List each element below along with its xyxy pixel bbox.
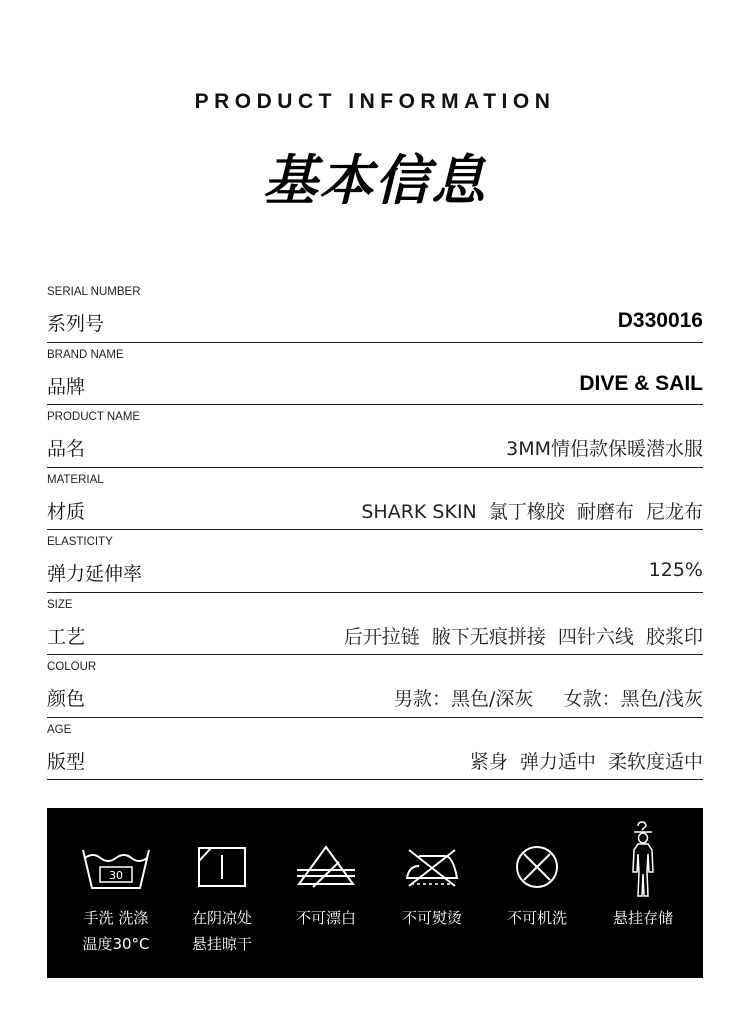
hang-storage-icon [608, 820, 678, 900]
row-label-cn: 品牌 [47, 375, 86, 398]
care-item-dry-in-shade [172, 808, 272, 978]
care-label: 不可熨烫 [401, 909, 462, 927]
row-label-cn: 颜色 [47, 688, 86, 710]
care-item-no-iron [382, 808, 482, 978]
info-table [47, 280, 703, 780]
care-label: 不可漂白 [295, 909, 356, 927]
info-row-brand-name [47, 343, 703, 406]
row-label-cn: 品名 [47, 438, 86, 460]
row-label-en: AGE [47, 723, 72, 736]
care-item-no-machine-wash [487, 808, 587, 978]
row-label-en: ELASTICITY [47, 536, 113, 548]
care-item-hang-storage [593, 808, 693, 978]
row-value: DIVE & SAIL [579, 371, 703, 395]
info-row-serial-number [47, 280, 703, 343]
row-label-en: MATERIAL [47, 473, 104, 486]
care-instructions-panel [47, 808, 703, 978]
row-label-cn: 版型 [47, 750, 86, 773]
care-item-no-bleach [276, 808, 376, 978]
dry-in-shade-icon [187, 840, 257, 895]
info-row-size [47, 593, 703, 656]
row-value: SHARK SKIN 氯丁橡胶 耐磨布 尼龙布 [361, 500, 703, 523]
row-value: 男款：黑色/深灰 女款：黑色/浅灰 [393, 688, 703, 710]
row-value: 后开拉链 腋下无痕拼接 四针六线 胶浆印 [343, 625, 703, 648]
info-row-colour [47, 655, 703, 718]
care-label: 在阴凉处 悬挂晾干 [191, 909, 252, 953]
row-value: D330016 [617, 309, 703, 332]
do-not-machine-wash-icon [502, 840, 572, 895]
row-label-en: SERIAL NUMBER [47, 286, 141, 298]
row-label-cn: 弹力延伸率 [47, 563, 143, 585]
row-value: 3MM情侣款保暖潜水服 [506, 438, 703, 460]
row-label-cn: 工艺 [47, 625, 86, 648]
do-not-bleach-icon [291, 840, 361, 895]
row-label-cn: 系列号 [47, 313, 105, 335]
info-row-elasticity [47, 530, 703, 593]
info-row-product-name [47, 405, 703, 468]
row-label-en: SIZE [47, 598, 73, 611]
hand-wash-30-icon [81, 840, 151, 895]
care-label: 手洗 洗涤 温度30°C [82, 909, 150, 953]
row-label-en: PRODUCT NAME [47, 411, 141, 423]
care-label: 悬挂存储 [612, 909, 673, 927]
section-eyebrow: PRODUCT INFORMATION [194, 90, 556, 113]
row-label-en: COLOUR [47, 661, 97, 673]
wash-temp-label: 30 [109, 869, 123, 882]
row-value: 125% [648, 559, 703, 581]
row-value: 紧身 弹力适中 柔软度适中 [469, 750, 703, 773]
care-item-hand-wash [66, 808, 166, 978]
care-label: 不可机洗 [506, 909, 567, 927]
info-row-age [47, 718, 703, 781]
row-label-cn: 材质 [47, 500, 86, 523]
page-title: 基本信息 [263, 149, 487, 212]
row-label-en: BRAND NAME [47, 348, 124, 361]
info-row-material [47, 468, 703, 531]
do-not-iron-icon [397, 840, 467, 895]
